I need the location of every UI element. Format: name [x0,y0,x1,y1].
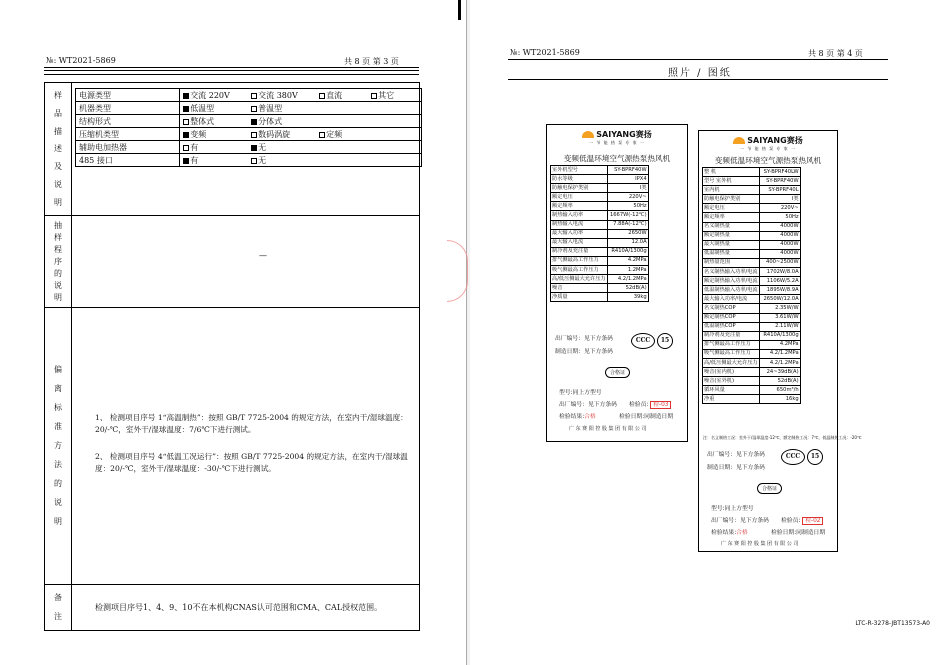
spec-label: 噪音 [551,284,608,293]
option-cell [180,115,248,128]
spec-value: IPX4 [607,175,648,184]
section-label-char: 偏 [54,365,62,374]
spec-row [551,266,649,275]
spec-label: 制热输入电流 [551,220,608,229]
option-cell [316,89,368,102]
option-label: 无 [258,155,267,165]
spec-row [551,247,649,256]
section-label-char: 述 [54,144,62,154]
spec-label: 名义制热输入功率/电流 [703,268,760,277]
factory-number: 出厂编号：见下方条码 [707,452,765,458]
attribute-row [76,128,422,141]
spec-table [550,165,649,302]
section-label-char: 方 [54,441,62,450]
spec-value: 2.11W/W [759,322,800,331]
qualified-badge: 合格证 [605,367,630,378]
unchecked-box-icon [251,106,257,112]
manufacture-date: 制造日期：见下方条码 [555,349,613,355]
spec-row [551,229,649,238]
attribute-row [76,141,422,154]
option-label: 无 [258,142,267,152]
spec-label: 额定频率 [551,202,608,211]
section-label-sampling [45,215,72,307]
option-cell [248,154,316,167]
spec-value: 1895W/8.9A [759,286,800,295]
spec-label: 室内机 [703,186,760,195]
header-double-rule [44,70,419,75]
option-cell [316,154,368,167]
spec-value: 4.2MPa [607,256,648,265]
spec-label: 噪音(室外机) [703,377,760,386]
spec-value: 2650W/12.0A [759,295,800,304]
section-label-char: 准 [54,422,62,431]
spec-row [551,256,649,265]
model-line: 型号:同上方型号 [559,390,602,396]
checked-box-icon [251,119,257,125]
checked-box-icon [251,145,257,151]
spec-row [703,186,801,195]
spec-value: 4000W [759,249,800,258]
spec-row [703,195,801,204]
section-label-char: 注 [54,612,62,621]
option-cell [316,102,368,115]
option-cell [316,141,368,154]
spec-value: 4000W [759,222,800,231]
spec-label: 整 机 [703,168,760,177]
spec-value: 24~39dB(A) [759,368,800,377]
attribute-label: 485 接口 [76,154,180,167]
spec-label: 防水等级 [551,175,608,184]
section-label-char: 说 [54,179,62,189]
model-line: 型号:同上方型号 [711,506,754,512]
option-cell [316,128,368,141]
spec-row [703,213,801,222]
product-name: 变频低温环境空气源热泵热风机 [714,156,822,165]
checked-box-icon [183,93,189,99]
spec-value: SY-BPRF40LW [759,168,800,177]
spec-row [703,322,801,331]
spec-row [551,238,649,247]
spec-label: 吸气侧最高工作压力 [551,266,608,275]
checked-box-icon [183,158,189,164]
option-cell [368,141,421,154]
option-cell [248,128,316,141]
option-cell [316,115,368,128]
option-cell [180,128,248,141]
sampling-dash: — [259,251,267,260]
brand-logo: SAIYANG赛扬 一 节 能 热 泵 专 家 一 [547,129,687,146]
option-label: 数码涡旋 [258,129,291,139]
spec-value: 52dB(A) [759,377,800,386]
checked-box-icon [183,106,189,112]
spec-label: 名义制热量 [703,222,760,231]
option-cell [368,115,421,128]
spec-label: 制冷剂及充注量 [551,247,608,256]
section-label-char: 及 [54,162,62,172]
company-name: 广 东 赛 阳 控 股 集 团 有 限 公 司 [569,426,647,432]
page-info: 共 8 页 第 4 页 [808,49,863,58]
spec-label: 循环风量 [703,386,760,395]
spec-label: 净重 [703,395,760,404]
company-name: 广 东 赛 阳 控 股 集 团 有 限 公 司 [721,541,799,547]
spec-row [551,284,649,293]
option-label: 交流 380V [258,90,298,100]
cert-15-mark: 15 [807,449,823,465]
spec-label: 额定频率 [703,213,760,222]
factory-number: 出厂编号：见下方条码 [555,336,613,342]
option-cell [248,102,316,115]
spec-value: 4.2/1.2MPa [607,275,648,284]
spec-value: 2650W [607,229,648,238]
spec-row [551,193,649,202]
sampling-section [45,215,419,308]
section-label-remarks [45,584,72,630]
spec-value: 52dB(A) [607,284,648,293]
factory-number-2: 出厂编号：见下方条码 [711,518,769,524]
section-label-char: 抽 [54,220,62,230]
nameplate-unit [698,130,862,552]
section-label-char: 离 [54,384,62,393]
spec-value: R410A/1300g [759,331,800,340]
spec-row [703,204,801,213]
spec-value: Ⅰ类 [759,195,800,204]
attribute-label: 辅助电加热器 [76,141,180,154]
spec-row [703,377,801,386]
spec-value: 50Hz [607,202,648,211]
spec-table [702,167,801,404]
spec-label: 制热量范围 [703,258,760,267]
header-rule-2 [508,79,888,80]
spec-row [551,175,649,184]
binding-mark [458,0,461,20]
spec-label: 最大输入电流 [551,238,608,247]
spec-label: 低温制热COP [703,322,760,331]
option-label: 定频 [326,129,343,139]
option-label: 其它 [378,90,395,100]
section-label-char: 说 [54,498,62,507]
section-label-char: 的 [54,268,62,278]
attribute-table [75,88,422,167]
option-label: 交流 220V [190,90,230,100]
inspection-date: 检验日期:同制造日期 [619,414,674,420]
section-label-char: 明 [54,292,62,302]
spec-row [703,277,801,286]
option-label: 直流 [326,90,343,100]
section-label-sample [45,83,72,215]
spec-row [703,222,801,231]
spec-label: 名义制热COP [703,304,760,313]
section-label-char: 程 [54,244,62,254]
section-label-char: 明 [54,517,62,526]
spec-row [703,349,801,358]
spec-label: 额定电压 [703,204,760,213]
attribute-label: 结构形式 [76,115,180,128]
option-cell [368,154,421,167]
spec-label: 额定制热COP [703,313,760,322]
spec-row [551,184,649,193]
product-name: 变频低温环境空气源热泵热风机 [563,154,671,163]
option-cell [180,89,248,102]
spec-row [703,331,801,340]
spec-value: 4.2MPa [759,340,800,349]
option-label: 有 [190,142,199,152]
section-label-char: 序 [54,256,62,266]
attribute-row [76,89,422,102]
remarks-section [45,584,419,630]
spec-value: Ⅰ类 [607,184,648,193]
spec-label: 额定电压 [551,193,608,202]
section-label-char: 样 [54,232,62,242]
spec-label: 型号 室外机 [703,177,760,186]
option-cell [180,102,248,115]
spec-row [551,220,649,229]
option-label: 整体式 [190,116,215,126]
section-label-deviation [45,307,72,584]
attribute-row [76,102,422,115]
factory-number-2: 出厂编号：见下方条码 [559,402,617,408]
option-cell [368,102,421,115]
unchecked-box-icon [183,119,189,125]
spec-row [703,295,801,304]
spec-label: 额定制热输入功率/电流 [703,277,760,286]
spec-value: 12.0A [607,238,648,247]
spec-label: 室外机型号 [551,166,608,175]
option-cell [248,89,316,102]
spec-value: 16kg [759,395,800,404]
page-info: 共 8 页 第 3 页 [344,57,399,66]
option-cell [180,154,248,167]
attribute-label: 压缩机类型 [76,128,180,141]
attribute-label: 机器类型 [76,102,180,115]
ccc-mark: CCC [631,333,655,349]
spec-label: 最大输入功率 [551,229,608,238]
spec-row [703,368,801,377]
checked-box-icon [183,132,189,138]
section-label-char: 法 [54,460,62,469]
option-label: 有 [190,155,199,165]
unchecked-box-icon [251,132,257,138]
condition-note: 注：名义制热工况：室外干/湿球温度-12℃，额定制热工况：7℃，低温制热工况：-20℃ [703,435,862,440]
brand-logo: SAIYANG赛扬 一 节 能 热 泵 专 家 一 [699,135,837,152]
spec-value: 4000W [759,240,800,249]
unchecked-box-icon [319,93,325,99]
spec-label: 最大制热量 [703,240,760,249]
spec-row [703,395,801,404]
spec-label: 制冷剂及充注量 [703,331,760,340]
spec-label: 制热输入功率 [551,211,608,220]
spec-label: 排气侧最高工作压力 [551,256,608,265]
section-label-char: 说 [54,280,62,290]
option-cell [368,89,421,102]
spec-row [703,249,801,258]
inspector: 检验员: 检-02 [781,515,823,524]
spec-value: 7.88A(-12℃) [607,220,648,229]
spec-row [551,202,649,211]
report-number: №: WT2021-5869 [46,56,116,65]
section-label-char: 品 [54,109,62,119]
spec-row [703,231,801,240]
option-label: 分体式 [258,116,283,126]
spec-value: 1.2MPa [607,266,648,275]
spec-row [551,166,649,175]
report-page-3 [0,0,466,665]
unchecked-box-icon [251,158,257,164]
spec-value: 1106W/5.2A [759,277,800,286]
spec-row [703,313,801,322]
spec-label: 最大输入功率/电流 [703,295,760,304]
spec-value: SY-BPRF40W [759,177,800,186]
spec-value: SY-BPRF40L [759,186,800,195]
section-label-char: 描 [54,126,62,136]
inspection-result: 检验结果:合格 [711,530,748,536]
spec-row [703,340,801,349]
inspection-result: 检验结果:合格 [559,414,596,420]
spec-value: 39kg [607,293,648,302]
spec-label: 高/低压侧最大允许压力 [551,275,608,284]
spec-label: 净质量 [551,293,608,302]
spec-row [703,168,801,177]
sample-description-section [45,83,419,216]
option-cell [180,141,248,154]
spec-value: 220V~ [759,204,800,213]
spec-label: 防触电保护类别 [551,184,608,193]
remark-text: 检测项目序号1、4、9、10不在本机构CNAS认可范围和CMA、CAL授权范围。 [95,602,383,612]
spec-value: 50Hz [759,213,800,222]
manufacture-date: 制造日期：见下方条码 [707,465,765,471]
qualified-badge: 合格证 [757,483,782,494]
report-page-4 [470,0,950,665]
spec-row [551,275,649,284]
spec-label: 低温制热输入功率/电流 [703,286,760,295]
spec-row [551,293,649,302]
spec-row [703,258,801,267]
spec-label: 低温制热量 [703,249,760,258]
spec-row [703,268,801,277]
spec-value: 220V~ [607,193,648,202]
report-number: №: WT2021-5869 [510,48,580,57]
attribute-label: 电源类型 [76,89,180,102]
deviation-section [45,307,419,585]
spec-value: R410A/1300g [607,247,648,256]
deviation-note-1: 1、 检测项目序号 1“高温制热”：按照 GB/T 7725-2004 的规定方法，在室内干/湿球温度：20/-℃，室外干/湿球温度：7/6℃下进行测试。 [95,413,408,434]
inspection-date: 检验日期:同制造日期 [771,530,826,536]
spec-row [703,386,801,395]
section-label-char: 明 [54,197,62,207]
section-label-char: 备 [54,593,62,602]
spec-value: 4.2/1.2MPa [759,349,800,358]
spec-value: 1667W(-12℃) [607,211,648,220]
spec-label: 额定制热量 [703,231,760,240]
spec-value: 1702W/8.0A [759,268,800,277]
attribute-row [76,154,422,167]
spec-value: SY-BPRF40W [607,166,648,175]
spec-value: 2.35W/W [759,304,800,313]
spec-label: 噪音(室内机) [703,368,760,377]
section-label-char: 的 [54,479,62,488]
unchecked-box-icon [319,132,325,138]
spec-label: 吸气侧最高工作压力 [703,349,760,358]
header-rule [508,59,888,60]
spec-row [551,211,649,220]
spec-label: 高/低压侧最大允许压力 [703,358,760,367]
form-code: LTC-R-3278-JBT13573-A0 [855,620,930,627]
section-label-char: 样 [54,91,62,101]
unchecked-box-icon [251,93,257,99]
unchecked-box-icon [183,145,189,151]
inspector: 检验员: 检-03 [629,399,671,408]
spec-label: 排气侧最高工作压力 [703,340,760,349]
spec-row [703,286,801,295]
spec-value: 3.61W/W [759,313,800,322]
option-cell [368,128,421,141]
spec-value: 400~2500W [759,258,800,267]
option-label: 普温型 [258,103,283,113]
spec-value: 4.2/1.2MPa [759,358,800,367]
section-label-char: 标 [54,403,62,412]
spec-value: 4000W [759,231,800,240]
cert-15-mark: 15 [657,333,673,349]
option-cell [248,115,316,128]
header-rule [44,67,419,68]
option-label: 变频 [190,129,207,139]
spec-row [703,304,801,313]
option-cell [248,141,316,154]
spec-label: 防触电保护类别 [703,195,760,204]
sample-info-form [44,82,420,631]
section-title: 照片 / 图纸 [668,68,732,79]
deviation-note-2: 2、 检测项目序号 4“低温工况运行”：按照 GB/T 7725-2004 的规定方法，在室内干/湿球温度：20/-℃，室外干/湿球温度：-30/-℃下进行测试。 [95,452,408,473]
unchecked-box-icon [371,93,377,99]
spec-row [703,177,801,186]
spec-value: 650m³/h [759,386,800,395]
nameplate-outdoor [546,124,688,442]
spec-row [703,240,801,249]
spec-row [703,358,801,367]
option-label: 低温型 [190,103,215,113]
attribute-row [76,115,422,128]
ccc-mark: CCC [781,449,805,465]
